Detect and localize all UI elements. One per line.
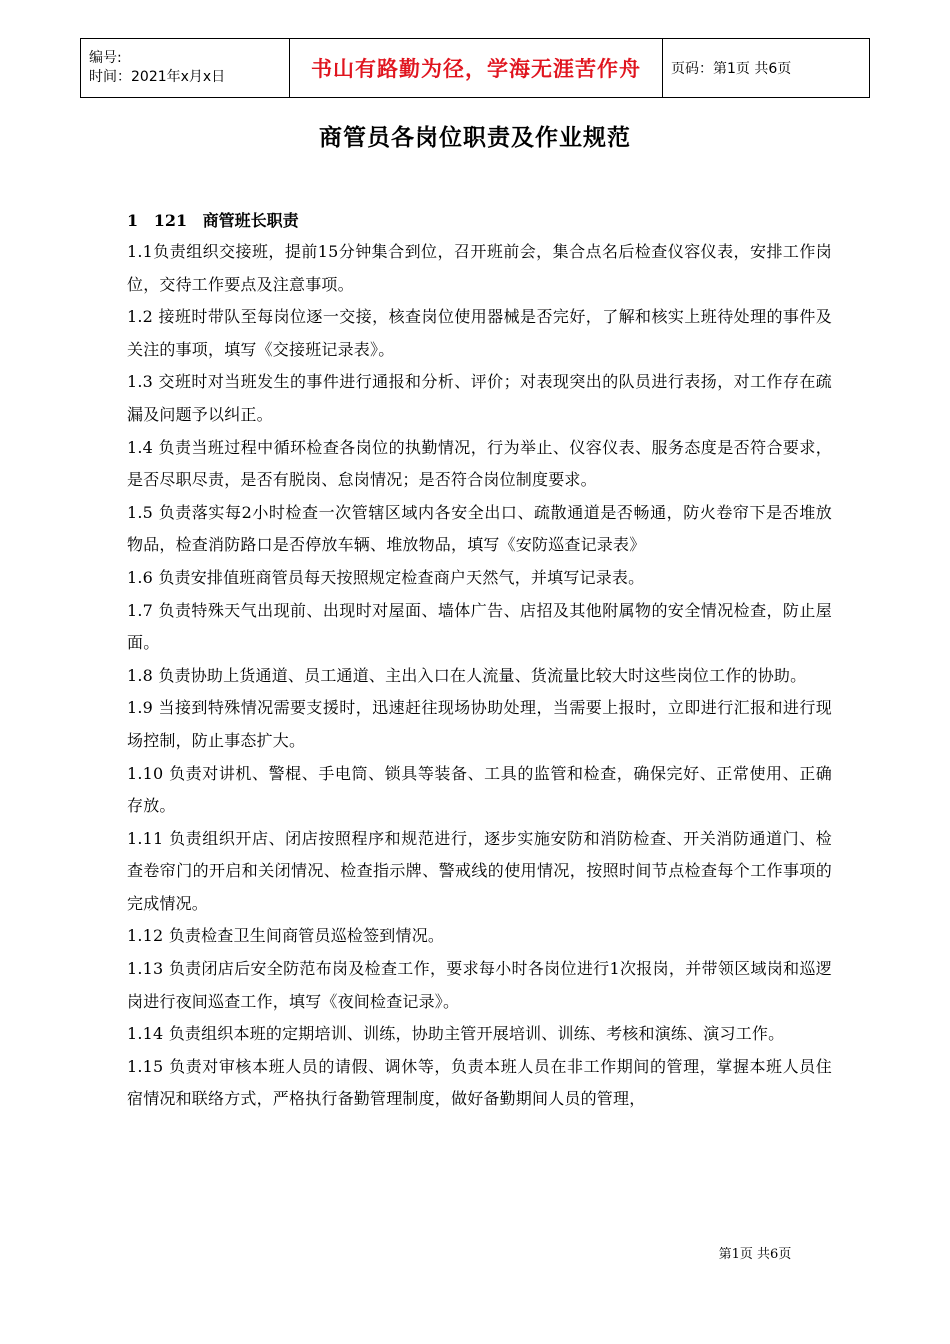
document-date: 时间：2021年x月x日 [89,69,226,85]
header-table [80,38,870,98]
paragraph: 1.11 负责组织开店、闭店按照程序和规范进行，逐步实施安防和消防检查、开关消防通道门、检查卷帘门的开启和关闭情况、检查指示牌、警戒线的使用情况，按照时间节点检查每个工作事项的完成情况。 [127,828,832,913]
paragraph: 1.14 负责组织本班的定期培训、训练，协助主管开展培训、训练、考核和演练、演习工作。 [127,1024,785,1044]
paragraph: 1.3 交班时对当班发生的事件进行通报和分析、评价；对表现突出的队员进行表扬，对工作存在疏漏及问题予以纠正。 [127,372,832,424]
paragraph: 1.6 负责安排值班商管员每天按照规定检查商户天然气，并填写记录表。 [127,567,645,587]
paragraph: 1.8 负责协助上货通道、员工通道、主出入口在人流量、货流量比较大时这些岗位工作的协助。 [127,665,807,685]
header-motto: 书山有路勤为径，学海无涯苦作舟 [290,39,663,98]
paragraph: 1.12 负责检查卫生间商管员巡检签到情况。 [127,926,445,946]
paragraph: 1.4 负责当班过程中循环检查各岗位的执勤情况，行为举止、仪容仪表、服务态度是否符合要求，是否尽职尽责，是否有脱岗、怠岗情况；是否符合岗位制度要求。 [127,437,832,490]
paragraph: 1.2 接班时带队至每岗位逐一交接，核查岗位使用器械是否完好，了解和核实上班待处理的事件及关注的事项，填写《交接班记录表》。 [127,307,832,359]
document-title: 商管员各岗位职责及作业规范 [319,124,631,151]
paragraph: 1.15 负责对审核本班人员的请假、调休等，负责本班人员在非工作期间的管理，掌握本班人员住宿情况和联络方式，严格执行备勤管理制度，做好备勤期间人员的管理， [127,1056,832,1109]
document-number-label: 编号: [89,50,122,66]
paragraph: 1.7 负责特殊天气出现前、出现时对屋面、墙体广告、店招及其他附属物的安全情况检查，防止屋面。 [127,600,832,653]
section-body [127,236,832,1116]
page-footer: 第1页 共6页 [718,1247,792,1262]
paragraph: 1.9 当接到特殊情况需要支援时，迅速赶往现场协助处理，当需要上报时，立即进行汇报和进行现场控制，防止事态扩大。 [127,698,832,750]
paragraph: 1.13 负责闭店后安全防范布岗及检查工作，要求每小时各岗位进行1次报岗，并带领区域岗和巡逻岗进行夜间巡查工作，填写《夜间检查记录》。 [127,959,832,1011]
header-page-code: 页码：第1页 共6页 [663,39,870,98]
section-heading: 1 121 商管班长职责 [127,211,299,230]
paragraph: 1.1负责组织交接班，提前15分钟集合到位，召开班前会，集合点名后检查仪容仪表，安排工作岗位，交待工作要点及注意事项。 [127,242,832,294]
header-meta-cell [81,39,290,98]
paragraph: 1.5 负责落实每2小时检查一次管辖区域内各安全出口、疏散通道是否畅通，防火卷帘下是否堆放物品，检查消防路口是否停放车辆、堆放物品，填写《安防巡查记录表》 [127,502,832,555]
paragraph: 1.10 负责对讲机、警棍、手电筒、锁具等装备、工具的监管和检查，确保完好、正常使用、正确存放。 [127,763,832,816]
